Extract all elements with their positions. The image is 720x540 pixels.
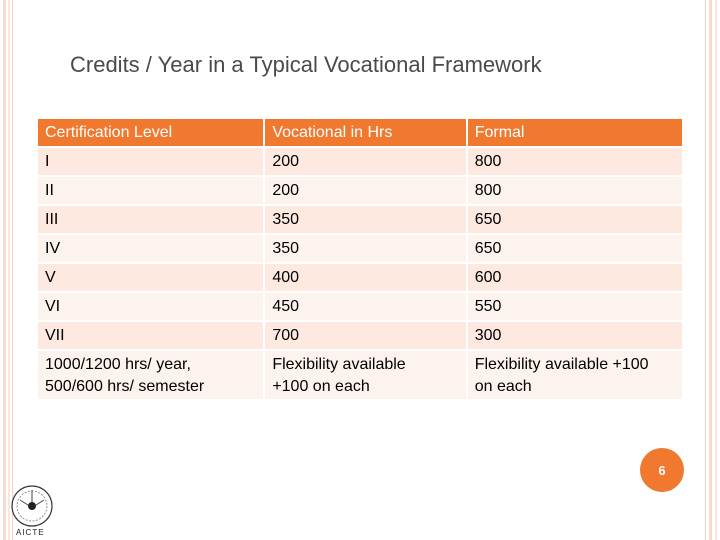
cell-formal: 300	[467, 321, 683, 350]
cell-level: VII	[37, 321, 264, 350]
table-row	[37, 234, 683, 263]
header-formal: Formal	[467, 118, 683, 147]
cell-vocational: 200	[264, 176, 466, 205]
table-row	[37, 147, 683, 176]
cell-level: 1000/1200 hrs/ year, 500/600 hrs/ semester	[37, 350, 264, 400]
cell-level: V	[37, 263, 264, 292]
cell-vocational: 450	[264, 292, 466, 321]
cell-level: I	[37, 147, 264, 176]
cell-level: III	[37, 205, 264, 234]
right-decorative-frame	[705, 0, 720, 540]
cell-formal: Flexibility available +100 on each	[467, 350, 683, 400]
cell-vocational: 200	[264, 147, 466, 176]
slide-title: Credits / Year in a Typical Vocational Framework	[70, 52, 542, 77]
aicte-logo-text: AICTE	[16, 528, 45, 537]
cell-vocational: 400	[264, 263, 466, 292]
table-row	[37, 263, 683, 292]
cell-vocational: 350	[264, 205, 466, 234]
table-row	[37, 205, 683, 234]
cell-formal: 550	[467, 292, 683, 321]
vocational-credits-table	[36, 117, 684, 401]
cell-formal: 600	[467, 263, 683, 292]
cell-level: IV	[37, 234, 264, 263]
cell-vocational: Flexibility available +100 on each	[264, 350, 466, 400]
cell-level: VI	[37, 292, 264, 321]
cell-formal: 800	[467, 176, 683, 205]
cell-level: II	[37, 176, 264, 205]
page-number-badge: 6	[640, 448, 684, 492]
cell-formal: 650	[467, 205, 683, 234]
cell-vocational: 350	[264, 234, 466, 263]
header-vocational-hrs: Vocational in Hrs	[264, 118, 466, 147]
table-header-row	[37, 118, 683, 147]
cell-formal: 800	[467, 147, 683, 176]
header-certification-level: Certification Level	[37, 118, 264, 147]
table-row	[37, 176, 683, 205]
table-row	[37, 321, 683, 350]
left-decorative-frame	[0, 0, 13, 540]
cell-vocational: 700	[264, 321, 466, 350]
table-row-flexibility	[37, 350, 683, 400]
cell-formal: 650	[467, 234, 683, 263]
table-row	[37, 292, 683, 321]
